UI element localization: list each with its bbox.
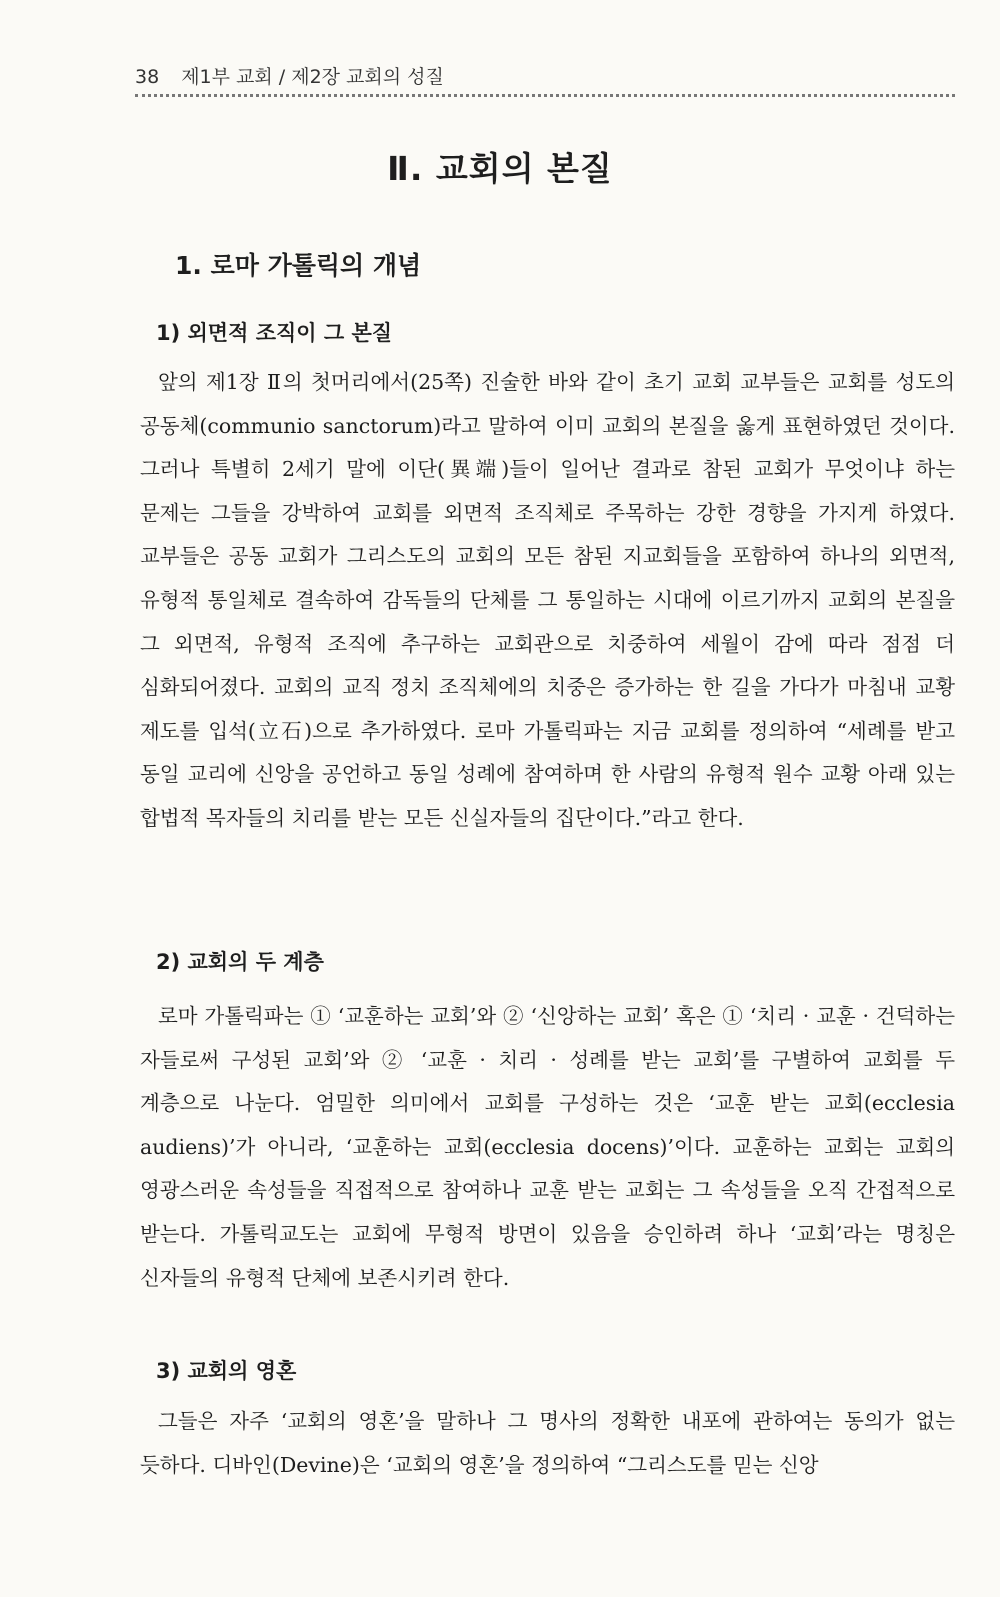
section-title: 1. 로마 가톨릭의 개념 bbox=[175, 251, 422, 280]
header-dotted-rule bbox=[135, 94, 955, 97]
paragraph-1: 앞의 제1장 Ⅱ의 첫머리에서(25쪽) 진술한 바와 같이 초기 교회 교부들은 교회를 성도의 공동체(communio sanctorum)라고 말하여 이미 교회의 본질을 옳게 표현하였던 것이다. 그러나 특별히 2세기 말에 이단(異端)들이 일어난 결과로 참된 교회가 무엇이냐 하는 문제는 그들을 강박하여 교회를 외면적 조직체로 주목하는 강한 경향을 가지게 하였다. 교부들은 공동 교회가 그리스도의 교회의 모든 참된 지교회들을 포함하여 하나의 외면적, 유형적 통일체로 결속하여 감독들의 단체를 그 통일하는 시대에 이르기까지 교회의 본질을 그 외면적, 유형적 조직에 추구하는 교회관으로 치중하여 세월이 감에 따라 점점 더 심화되어졌다. 교회의 교직 정치 조직체에의 치중은 증가하는 한 길을 가다가 마침내 교황 제도를 입석(立石)으로 추가하였다. 로마 가톨릭파는 지금 교회를 정의하여 “세례를 받고 동일 교리에 신앙을 공언하고 동일 성례에 참여하며 한 사람의 유형적 원수 교황 아래 있는 합법적 목자들의 치리를 받는 모든 신실자들의 집단이다.”라고 한다. bbox=[140, 370, 955, 830]
subsection-title-3: 3) 교회의 영혼 bbox=[156, 1359, 297, 1383]
running-header bbox=[135, 62, 444, 89]
running-title: 제1부 교회 / 제2장 교회의 성질 bbox=[181, 66, 444, 88]
paragraph-3: 그들은 자주 ‘교회의 영혼’을 말하나 그 명사의 정확한 내포에 관하여는 동의가 없는 듯하다. 디바인(Devine)은 ‘교회의 영혼’을 정의하여 “그리스도를 믿는 신앙 bbox=[140, 1409, 955, 1477]
subsection-title-1: 1) 외면적 조직이 그 본질 bbox=[156, 321, 393, 345]
subsection-title-2: 2) 교회의 두 계층 bbox=[156, 950, 324, 974]
paragraph-2: 로마 가톨릭파는 ① ‘교훈하는 교회’와 ② ‘신앙하는 교회’ 혹은 ① ‘치리 · 교훈 · 건덕하는 자들로써 구성된 교회’와 ② ‘교훈 · 치리 · 성례를 받는 교회’를 구별하여 교회를 두 계층으로 나눈다. 엄밀한 의미에서 교회를 구성하는 것은 ‘교훈 받는 교회(ecclesia audiens)’가 아니라, ‘교훈하는 교회(ecclesia docens)’이다. 교훈하는 교회는 교회의 영광스러운 속성들을 직접적으로 참여하나 교훈 받는 교회는 그 속성들을 오직 간접적으로 받는다. 가톨릭교도는 교회에 무형적 방면이 있음을 승인하려 하나 ‘교회’라는 명칭은 신자들의 유형적 단체에 보존시키려 한다. bbox=[140, 1004, 955, 1290]
page-number: 38 bbox=[135, 66, 160, 88]
chapter-title: Ⅱ. 교회의 본질 bbox=[387, 149, 613, 188]
